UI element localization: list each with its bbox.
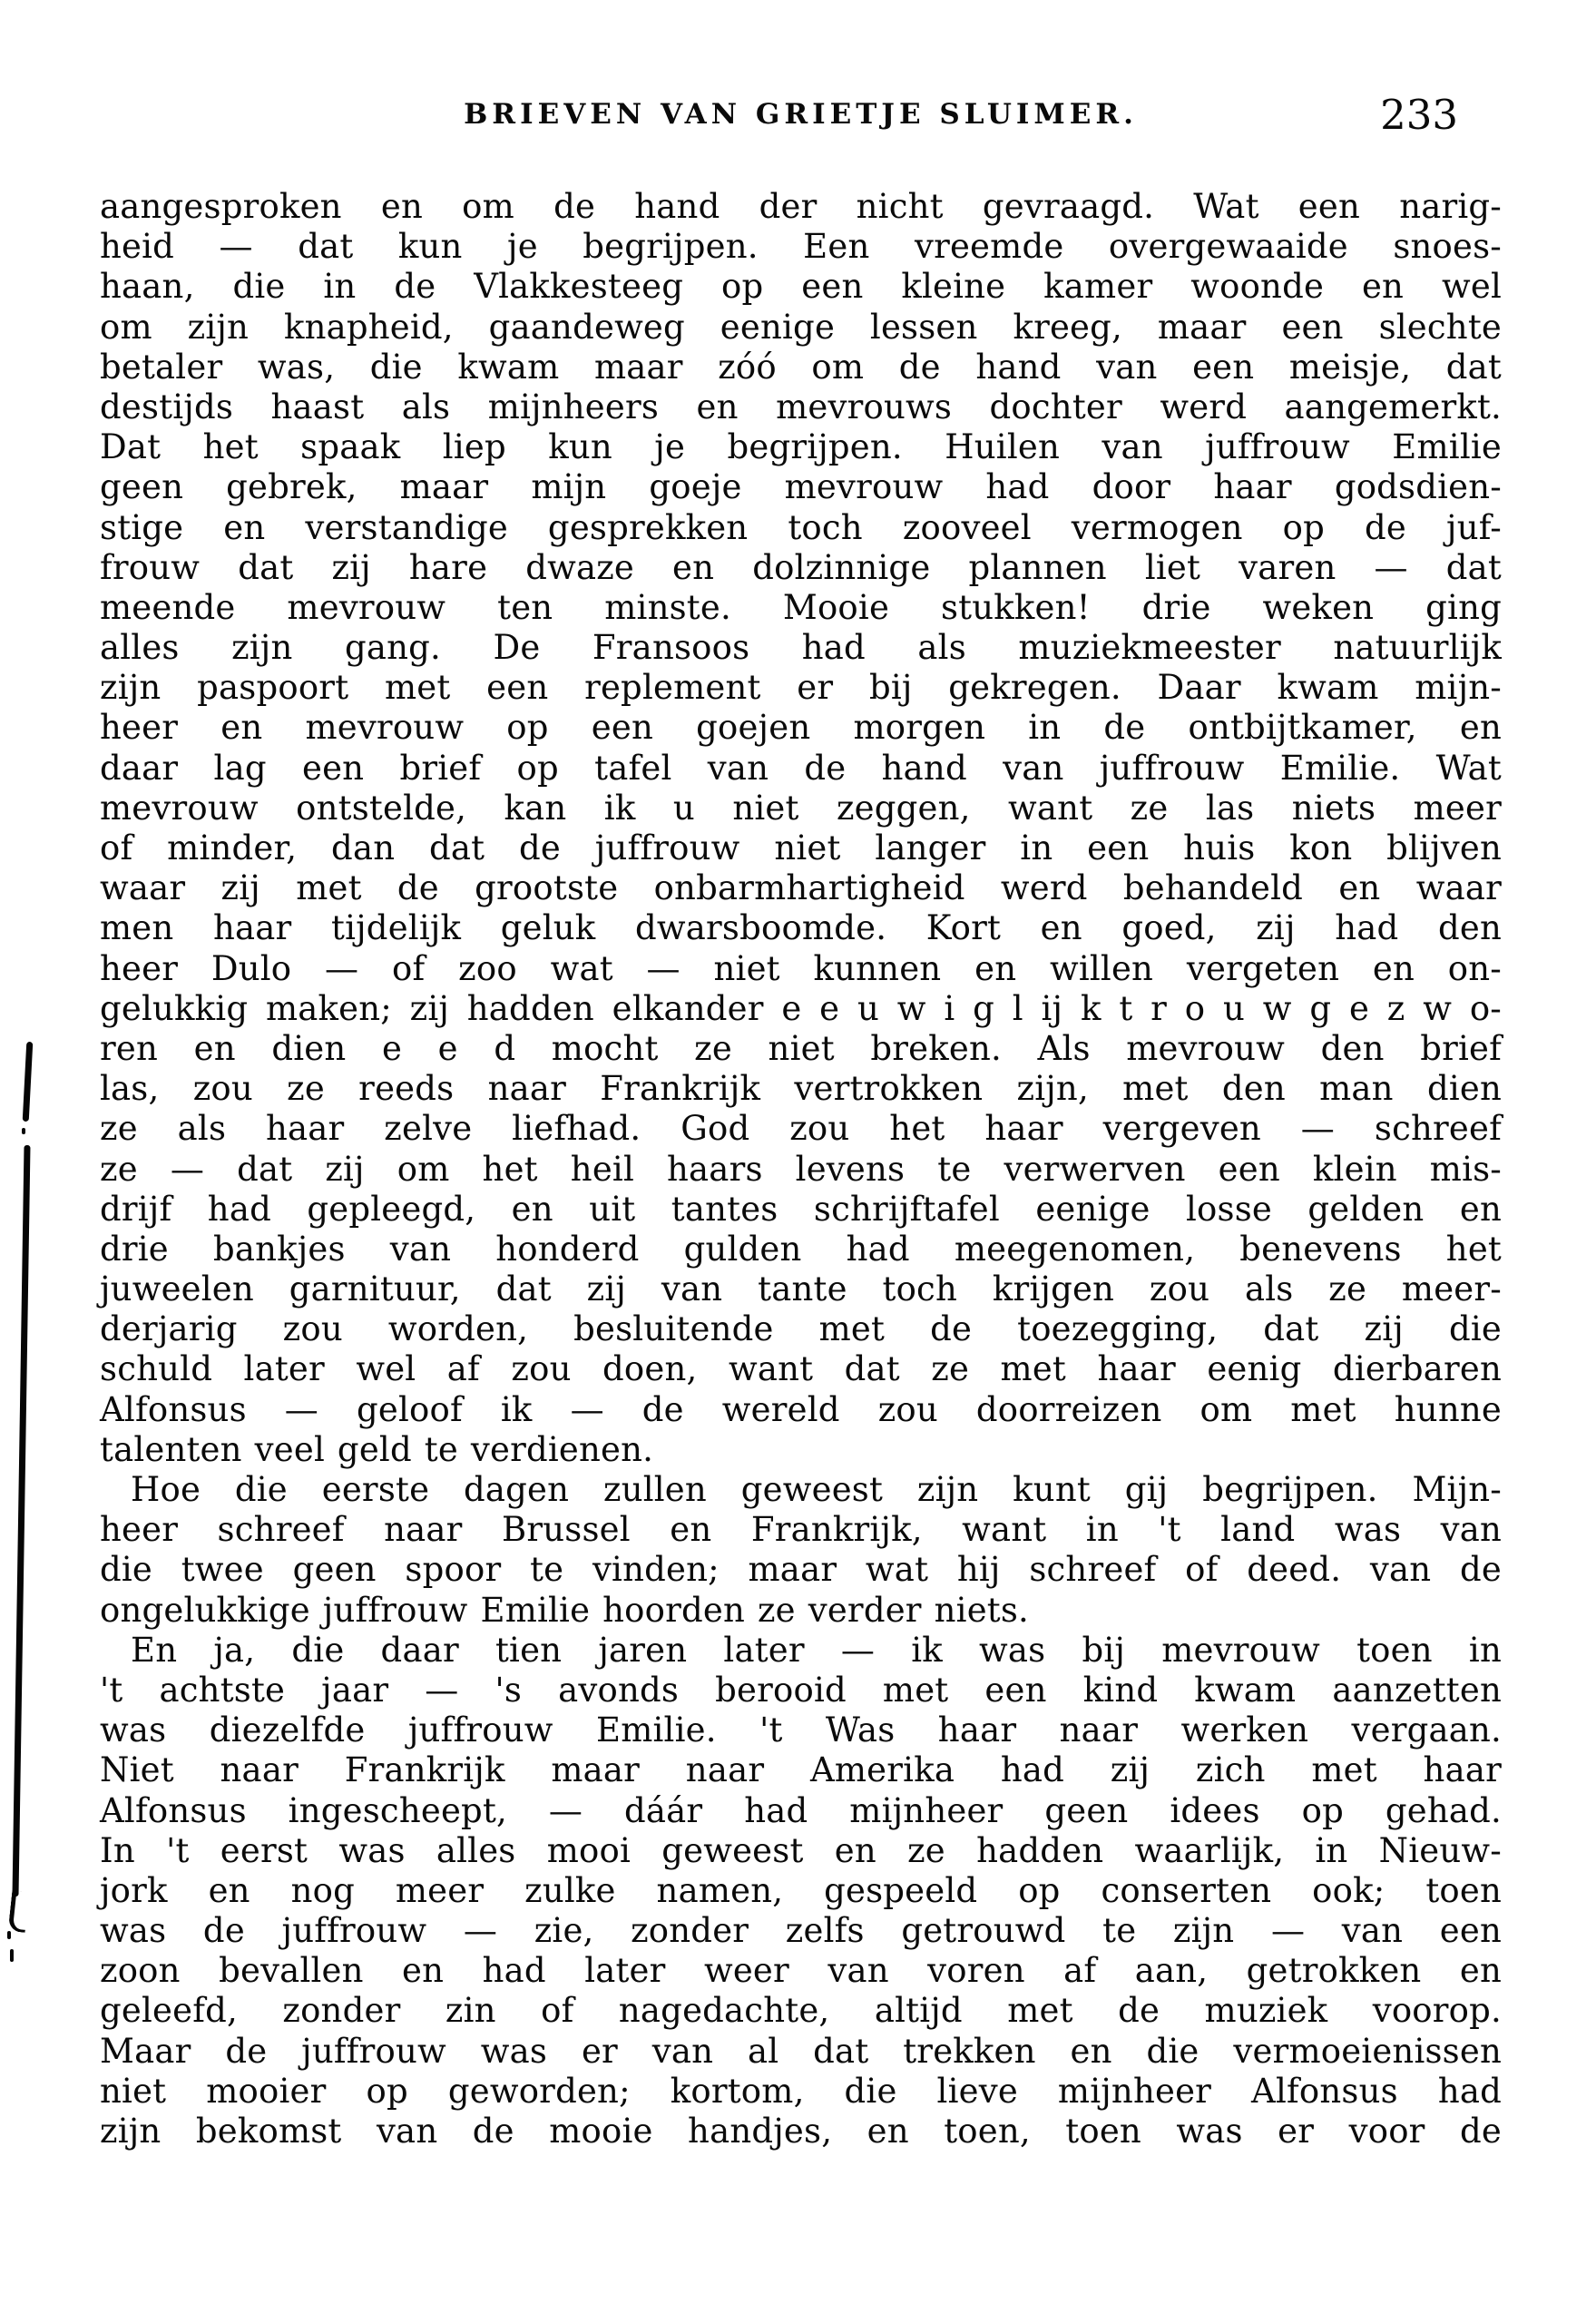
- text-line: haan, die in de Vlakkesteeg op een kleine kamer woonde en wel: [100, 267, 1502, 307]
- text-line: mevrouw ontstelde, kan ik u niet zeggen, want ze las niets meer: [100, 788, 1502, 828]
- margin-ink-stroke-curl: [8, 1890, 30, 1933]
- page-number: 233: [1380, 91, 1458, 139]
- text-line: men haar tijdelijk geluk dwarsboomde. Kort en goed, zij had den: [100, 908, 1502, 948]
- text-line: betaler was, die kwam maar zóó om de hand van een meisje, dat: [100, 347, 1502, 387]
- text-line: heer Dulo — of zoo wat — niet kunnen en willen vergeten en on-: [100, 948, 1502, 988]
- text-line: ze als haar zelve liefhad. God zou het haar vergeven — schreef: [100, 1109, 1502, 1149]
- text-line: of minder, dan dat de juffrouw niet langer in een huis kon blijven: [100, 828, 1502, 867]
- text-line: die twee geen spoor te vinden; maar wat hij schreef of deed. van de: [100, 1550, 1502, 1590]
- text-line: Hoe die eerste dagen zullen geweest zijn kunt gij begrijpen. Mijn-: [131, 1470, 1502, 1509]
- text-line: heid — dat kun je begrijpen. Een vreemde overgewaaide snoes-: [100, 227, 1502, 267]
- margin-ink-dot: [7, 1931, 11, 1939]
- text-line: drijf had gepleegd, en uit tantes schrijftafel eenige losse gelden en: [100, 1189, 1502, 1229]
- text-line: ze — dat zij om het heil haars levens te verwerven een klein mis-: [100, 1149, 1502, 1189]
- margin-ink-dot: [10, 1949, 14, 1962]
- margin-ink-stroke-long: [12, 1145, 30, 1897]
- text-line: stige en verstandige gesprekken toch zooveel vermogen op de juf-: [100, 507, 1502, 547]
- text-line: Alfonsus ingescheept, — dáár had mijnheer geen idees op gehad.: [100, 1790, 1502, 1830]
- text-line: zijn paspoort met een replement er bij gekregen. Daar kwam mijn-: [100, 668, 1502, 708]
- text-line: geleefd, zonder zin of nagedachte, altijd met de muziek voorop.: [100, 1991, 1502, 2031]
- text-line: derjarig zou worden, besluitende met de toezegging, dat zij die: [100, 1309, 1502, 1349]
- text-line: juweelen garnituur, dat zij van tante toch krijgen zou als ze meer-: [100, 1269, 1502, 1309]
- text-line: om zijn knapheid, gaandeweg eenige lessen kreeg, maar een slechte: [100, 307, 1502, 347]
- text-line: was de juffrouw — zie, zonder zelfs getrouwd te zijn — van een: [100, 1911, 1502, 1951]
- text-line: ren en dien e e d mocht ze niet breken. Als mevrouw den brief: [100, 1028, 1502, 1068]
- text-line: waar zij met de grootste onbarmhartigheid werd behandeld en waar: [100, 868, 1502, 908]
- text-line: zijn bekomst van de mooie handjes, en toen, toen was er voor de: [100, 2112, 1502, 2151]
- text-line: heer schreef naar Brussel en Frankrijk, want in 't land was van: [100, 1510, 1502, 1550]
- text-line: En ja, die daar tien jaren later — ik was bij mevrouw toen in: [131, 1630, 1502, 1670]
- text-line: las, zou ze reeds naar Frankrijk vertrokken zijn, met den man dien: [100, 1069, 1502, 1109]
- running-title: BRIEVEN VAN GRIETJE SLUIMER.: [464, 98, 1138, 131]
- text-line: daar lag een brief op tafel van de hand van juffrouw Emilie. Wat: [100, 748, 1502, 788]
- text-line: schuld later wel af zou doen, want dat ze met haar eenig dierbaren: [100, 1349, 1502, 1389]
- text-line: Maar de juffrouw was er van al dat trekken en die vermoeienissen: [100, 2031, 1502, 2071]
- text-line: geen gebrek, maar mijn goeje mevrouw had door haar godsdien-: [100, 467, 1502, 507]
- text-line: alles zijn gang. De Fransoos had als muziekmeester natuurlijk: [100, 628, 1502, 668]
- page-header: [100, 91, 1502, 145]
- margin-ink-stroke-top: [23, 1042, 34, 1122]
- text-line: heer en mevrouw op een goejen morgen in de ontbijtkamer, en: [100, 708, 1502, 748]
- text-line: was diezelfde juffrouw Emilie. 't Was haar naar werken vergaan.: [100, 1710, 1502, 1750]
- text-line: ongelukkige juffrouw Emilie hoorden ze verder niets.: [100, 1590, 1030, 1630]
- text-line: 't achtste jaar — 's avonds berooid met een kind kwam aanzetten: [100, 1670, 1502, 1710]
- margin-ink-dot: [22, 1128, 25, 1134]
- text-line: zoon bevallen en had later weer van voren af aan, getrokken en: [100, 1951, 1502, 1991]
- text-line: frouw dat zij hare dwaze en dolzinnige plannen liet varen — dat: [100, 547, 1502, 587]
- text-line: In 't eerst was alles mooi geweest en ze hadden waarlijk, in Nieuw-: [100, 1830, 1502, 1870]
- text-line: meende mevrouw ten minste. Mooie stukken! drie weken ging: [100, 587, 1502, 627]
- text-line: jork en nog meer zulke namen, gespeeld op conserten ook; toen: [100, 1870, 1502, 1910]
- text-line: aangesproken en om de hand der nicht gevraagd. Wat een narig-: [100, 187, 1502, 226]
- text-line: destijds haast als mijnheers en mevrouws dochter werd aangemerkt.: [100, 387, 1502, 426]
- text-line: niet mooier op geworden; kortom, die lieve mijnheer Alfonsus had: [100, 2071, 1502, 2111]
- text-line: gelukkig maken; zij hadden elkander e e u w i g l ij k t r o u w g e z w o-: [100, 988, 1502, 1028]
- text-line: Niet naar Frankrijk maar naar Amerika had zij zich met haar: [100, 1750, 1502, 1790]
- text-line: Alfonsus — geloof ik — de wereld zou doorreizen om met hunne: [100, 1389, 1502, 1429]
- text-line: drie bankjes van honderd gulden had meegenomen, benevens het: [100, 1229, 1502, 1269]
- body-text-column: [100, 187, 1502, 2151]
- text-line: Dat het spaak liep kun je begrijpen. Huilen van juffrouw Emilie: [100, 427, 1502, 467]
- text-line: talenten veel geld te verdienen.: [100, 1429, 654, 1469]
